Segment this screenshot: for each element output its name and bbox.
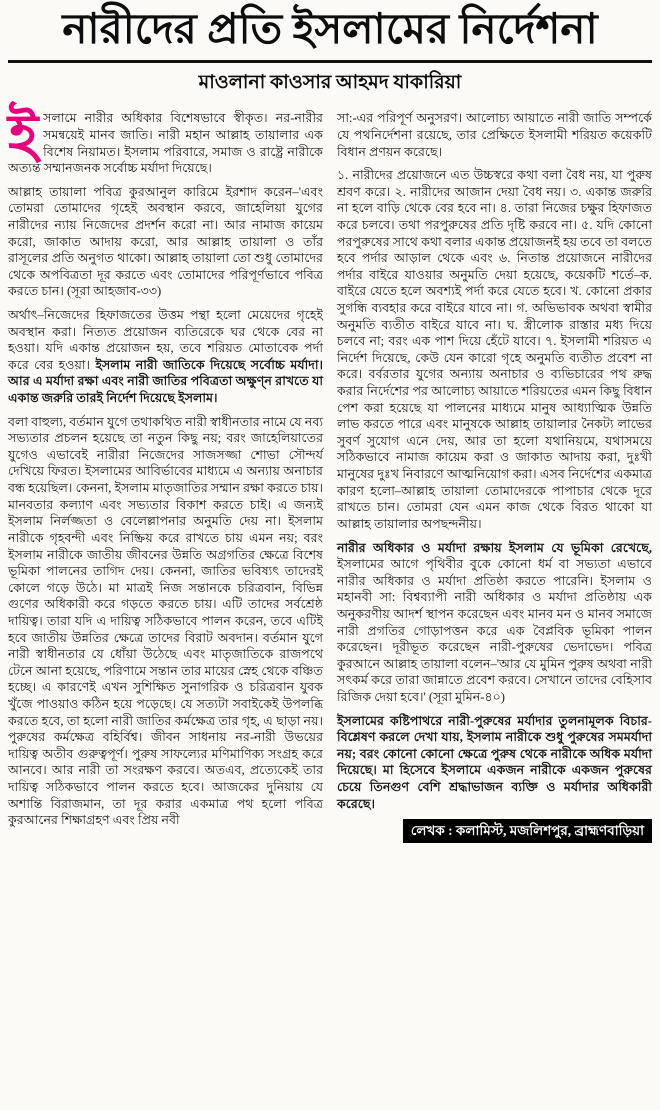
paragraph: অর্থাৎ–নিজেদের হিফাজতের উত্তম পন্থা হলো মেয়েদের গৃহেই অবস্থান করা। নিত্যত প্রয়োজন ব্যতিরেকে ঘর থেকে বের না হওয়া। যদি একান্ত প্রয়োজন হয়, তবে শরিয়ত মোতাবেক পর্দা করে বের হওয়া। ইসলাম নারী জাতিকে দিয়েছে সর্বোচ্চ মর্যাদা। আর এ মর্যাদা রক্ষা এবং নারী জাতির পবিত্রতা অক্ষুণ্ন রাখতে যা একান্ত জরুরি তারই নির্দেশ দিয়েছে ইসলাম। bbox=[8, 308, 324, 406]
paragraph: সা:-এর পরিপূর্ণ অনুসরণ। আলোচ্য আয়াতে নারী জাতি সম্পর্কে যে পথনির্দেশনা রয়েছে, তার প্রেক্ষিতে ইসলামী শরিয়ত কয়েকটি বিধান প্রণয়ন করেছে। bbox=[337, 111, 652, 159]
paragraph: ইসলামের কষ্টিপাথরে নারী-পুরুষের মর্যাদার তুলনামূলক বিচার-বিশ্লেষণ করলে দেখা যায়, ইসলাম নারীকে শুধু পুরুষের সমমর্যাদা নয়; বরং কোনো কোনো ক্ষেত্রে পুরুষ থেকে নারীকে অধিক মর্যাদা দিয়েছে। মা হিসেবে ইসলামে একজন নারীকে একজন পুরুষের চেয়ে তিনগুণ বেশি শ্রদ্ধাভাজন ব্যক্তি ও মর্যাদার অধিকারী করেছে। bbox=[337, 713, 652, 811]
title-divider bbox=[8, 60, 652, 63]
article-title: নারীদের প্রতি ইসলামের নির্দেশনা bbox=[62, 7, 598, 53]
author-credit: লেখক : কলামিস্ট, মজলিশপুর, ব্রাহ্মণবাড়িয়া bbox=[403, 819, 652, 843]
drop-cap: ই bbox=[8, 103, 39, 169]
paragraph: বলা বাহুল্য, বর্তমান যুগে তথাকথিত নারী স্বাধীনতার নামে যে নব্য সভ্যতার প্রচলন হয়েছে তা নতুন কিছু নয়; বরং জাহেলিয়াতের যুগেও এভাবেই নারীরা নিজেদের সাজসজ্জা শোভা সৌন্দর্য দেখিয়ে ফিরত। ইসলামের আবির্ভাবের মাধ্যমে এ অন্যায় অনাচার বন্ধ হয়েছিল। কেননা, ইসলাম মাতৃজাতির সম্মান রক্ষা করতে চায়। মানবতার কল্যাণ এবং সভ্যতার বিকাশ করতে চাই। এ জন্যই ইসলাম নির্লজ্জতা ও বেলেল্লাপনার অনুমতি দেয় না। ইসলাম নারীকে গৃহবন্দী এবং নিষ্ক্রিয় করে রাখতে চায় এমন নয়; বরং ইসলাম নারীকে জাতীয় জীবনের উন্নতি অগ্রগতির ক্ষেত্রে বিশেষ ভূমিকা পালনের তাগিদ দেয়। কেননা, জাতির ভবিষ্যৎ তাদেরই কোলে গড়ে উঠে। মা মাত্রই নিজ সন্তানকে চরিত্রবান, বিভিন্ন গুণের অধিকারী করে গড়তে করতে চায়। এটি তাদের সর্বশ্রেষ্ঠ দায়িত্ব। তারা যদি এ দায়িত্ব সঠিকভাবে পালন করেন, তবে এটিই হবে জাতীয় উন্নতির ক্ষেত্রে তাদের বিরাট অবদান। বর্তমান যুগে নারী স্বাধীনতার যে ধোঁয়া উঠেছে এবং মাতৃজাতিকে রাজপথে টেনে আনা হয়েছে, পরিণামে সন্তান তার মায়ের স্নেহ থেকে বঞ্চিত হচ্ছে। এ কারণেই এখন সুশিক্ষিত সুনাগরিক ও চরিত্রবান যুবক খুঁজে পাওয়াও কঠিন হয়ে পড়েছে। যে সত্যটা সবাইকেই উপলব্ধি করতে হবে, তা হলো নারী জাতির কর্মক্ষেত্র তার গৃহ, এ ছাড়া নয়। পুরুষের কর্মক্ষেত্র বহির্বিশ্ব। জীবন সাধনায় নর-নারী উভয়ের দায়িত্ব অতীব গুরুত্বপূর্ণ। পুরুষ সাফল্যের মণিমাণিক্য সংগ্রহ করে আনবে। আর নারী তা সংরক্ষণ করবে। অতএব, প্রত্যেকেই তার দায়িত্ব সঠিকভাবে পালন করতে হবে। আজকের দুনিয়ায় যে অশান্তি বিরাজমান, তা দূর করার একমাত্র পথ হলো পবিত্র কুরআনের শিক্ষাগ্রহণ এবং প্রিয় নবী bbox=[8, 414, 323, 828]
left-column bbox=[8, 103, 324, 836]
paragraph: আল্লাহ তায়ালা পবিত্র কুরআনুল কারিমে ইরশাদ করেন–'এবং তোমরা তোমাদের গৃহেই অবস্থান করবে, জাহেলিয়া যুগের নারীদের ন্যায় নিজেদের প্রদর্শন করো না। আর নামাজ কায়েম করো, জাকাত আদায় করো, আর আল্লাহ তায়ালা ও তাঁর রাসূলের প্রতি অনুগত থাকো। আল্লাহ তায়ালা তো শুধু তোমাদের থেকে অপবিত্রতা দূর করতে এবং তোমাদের পরিপূর্ণভাবে পবিত্র করতে চান। (সূরা আহজাব-৩৩) bbox=[8, 184, 323, 299]
paragraph: ১. নারীদের প্রয়োজনে এত উচ্চস্বরে কথা বলা বৈধ নয়, যা পুরুষ শ্রবণ করে। ২. নারীদের আজান দেয়া বৈধ নয়। ৩. একান্ত জরুরি না হলে বাড়ি থেকে বের হবে না। ৪. তারা নিজের চক্ষুর হিফাজত করে চলবে। তথা পরপুরুষের প্রতি দৃষ্টি করবে না। ৫. যদি কোনো পরপুরুষের সাথে কথা বলার একান্ত প্রয়োজনই হয় তবে তা বলতে হবে পর্দার আড়াল থেকে এবং ৬. নিতান্ত প্রয়োজনে নারীদের পর্দার বাইরে যাওয়ার অনুমতি দেয়া হয়েছে, কয়েকটি শর্তে–ক. বাইরে যেতে হলে অবশ্যই পর্দা করে যেতে হবে। খ. কোনো প্রকার সুগন্ধি ব্যবহার করে বাইরে যাবে না। গ. অভিভাবক অথবা স্বামীর অনুমতি ব্যতীত বাইরে যাবে না। ঘ. স্ত্রীলোক রাস্তার মধ্য দিয়ে চলবে না; বরং এক পাশ দিয়ে হেঁটে যাবে। ৭. ইসলামী শরিয়ত এ নির্দেশ দিয়েছে, কেউ যেন কারো গৃহে অনুমতি ব্যতীত প্রবেশ না করে। বর্বরতার যুগের অন্যায় অনাচার ও ব্যভিচারের পথ রুদ্ধ করার নির্দেশের পর আলোচ্য আয়াতে শরিয়তের এমন কিছু বিধান পেশ করা হয়েছে যা পালনের মাধ্যমে মানুষ আধ্যাত্মিক উন্নতি লাভ করতে পারে এবং মানুষকে আল্লাহ তায়ালার নৈকট্য লাভের সুবর্ণ সুযোগ এনে দেয়, আর তা হলো যথানিয়মে, যথাসময়ে সঠিকভাবে নামাজ কায়েম করা ও জাকাত আদায় করা, দুঃখী মানুষের দুঃখ নিবারণে আত্মনিয়োগ করা। এসব নির্দেশের একমাত্র কারণ হলো–আল্লাহ তায়ালা তোমাদেরকে পাপাচার থেকে দূরে রাখতে চান। তোমরা যেন এমন কাজ থেকে বিরত থাকো যা আল্লাহ তায়ালার অপছন্দনীয়। bbox=[337, 168, 652, 531]
author-credit-row bbox=[337, 819, 652, 843]
paragraph bbox=[8, 103, 323, 176]
paragraph: নারীর অধিকার ও মর্যাদা রক্ষায় ইসলাম যে ভূমিকা রেখেছে, ইসলামের আগে পৃথিবীর বুকে কোনো ধর্ম বা সভ্যতা এভাবে নারীর অধিকার ও মর্যাদা প্রতিষ্ঠা করতে পারেনি। ইসলাম ও মহানবী সা: বিশ্বব্যাপী নারী অধিকার ও মর্যাদা প্রতিষ্ঠায় এক অনুকরণীয় আদর্শ স্থাপন করেছেন এবং মানব মন ও মানব সমাজে নারী প্রগতির গোড়াপত্তন করে এক বৈপ্লবিক ভূমিকা পালন করেছেন। দূরীভূত করেছেন নারী-পুরুষের ভেদাভেদ। পবিত্র কুরআনে আল্লাহ তায়ালা বলেন–'আর যে মুমিন পুরুষ অথবা নারী সৎকর্ম করে তারা জান্নাতে প্রবেশ করবে। সেখানে তাদের বেহিসাব রিজিক দেয়া হবে।' (সূরা মুমিন-৪০) bbox=[337, 540, 652, 705]
paragraph-text: সলামে নারীর অধিকার বিশেষভাবে স্বীকৃত। নর-নারীর সমন্বয়েই মানব জাতি। নারী মহান আল্লাহ তায়ালার এক বিশেষ নিয়ামত। ইসলাম পরিবারে, সমাজ ও রাষ্ট্রে নারীকে অত্যন্ত সম্মানজনক সর্বোচ্চ মর্যাদা দিয়েছে। bbox=[8, 111, 323, 176]
byline: মাওলানা কাওসার আহমদ যাকারিয়া bbox=[198, 72, 462, 94]
right-column bbox=[337, 110, 652, 843]
article-body bbox=[8, 103, 652, 843]
masthead bbox=[8, 6, 652, 100]
